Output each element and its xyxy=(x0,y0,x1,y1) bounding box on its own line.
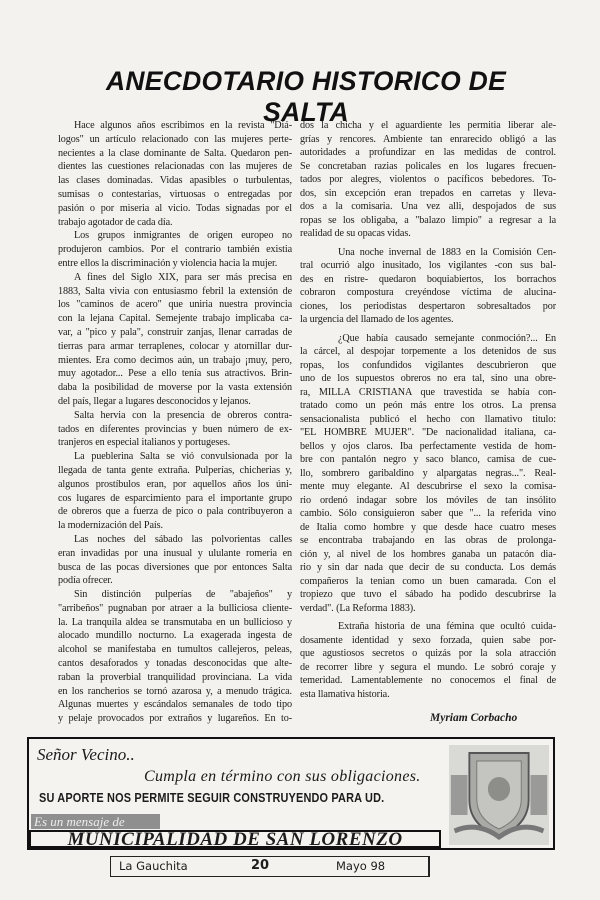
text-line: ra, MILLA CRISTIANA que travestida se había con- xyxy=(300,386,556,398)
text-line: ropas, los confundidos vigilantes descubrieron que xyxy=(300,359,556,371)
text-line: eran invadidas por una inusual y ululante romeria en xyxy=(58,547,292,559)
ad-message-from: Es un mensaje de xyxy=(31,814,160,829)
text-line: alcohol se manifestaba en tumultos callejeros, peleas, xyxy=(58,644,292,656)
text-line: dosamente identidad y sexo forzada, quien sabe por- xyxy=(300,634,556,646)
text-line: dientes las cuestiones relacionadas con las mujeres de xyxy=(58,161,292,173)
text-line: compañeros la tenian como un buen camarada. Con el xyxy=(300,575,556,587)
text-line: la urgencia del llamado de los agentes. xyxy=(300,314,454,325)
page-number: 20 xyxy=(251,858,270,873)
text-line: alocado mundillo nocturno. La exagerada ingesta de xyxy=(58,630,292,642)
text-line: mientes. Era como decimos aún, un trabajo ¡muy, pero, xyxy=(58,354,292,366)
text-line: Hace algunos años escribimos en la revista "Diá- xyxy=(74,120,292,131)
text-line: tranjeros en especial italianos y portugeses. xyxy=(58,437,231,449)
text-line: cobraron compostura creyéndose víctima de alucina- xyxy=(300,287,556,298)
text-line: la. La tranquila aldea se transmutaba en un bullicioso y xyxy=(58,616,292,628)
text-line: llo, sombrero garibaldino y alpargatas negras...". Real- xyxy=(300,467,556,479)
text-line: Salta hervia con la presencia de obreros contra- xyxy=(74,409,292,421)
text-line: sumisas o contestarias, virtuosas o entregadas por xyxy=(58,188,292,200)
text-line: autoridades a profundizar en las medidas de control. xyxy=(300,147,556,158)
text-line: algunos prostíbulos eran, por aquellos años los úni- xyxy=(58,478,292,490)
text-line: verdad". (La Reforma 1883). xyxy=(300,602,416,614)
paragraph xyxy=(58,229,292,270)
paragraph xyxy=(300,246,556,327)
paragraph xyxy=(58,588,292,726)
text-line: ciones, los periodistas despertaron sobresaltados por xyxy=(300,300,556,312)
municipal-ad-banner xyxy=(27,737,555,850)
text-line: con la lejana Capital. Semejente trabajo implicaba ca- xyxy=(58,313,292,325)
text-line: tral ocurrió algo inusitado, los vigilantes -con sus bal- xyxy=(300,260,556,271)
text-line: tratado como un peón más entre los otros. La prensa xyxy=(300,400,556,411)
text-line: esta llamativa historia. xyxy=(300,688,390,700)
text-line: logos" un artículo relacionado con las mujeres perte- xyxy=(58,133,292,145)
text-line: tierras para armar terraplenes, colocar y atornillar dur- xyxy=(58,340,292,352)
text-line: tados por alegres, violentos o pacíficos bebedores. To- xyxy=(300,174,556,185)
text-line: y pelaje provocados por extraños y lugareños. En to- xyxy=(58,713,292,725)
text-line: sensacionalista publicó el hecho con llamativo titulo: xyxy=(300,413,556,425)
page-footer xyxy=(110,856,430,877)
text-line: bellos y ojos claros. Iba perfectamente vestida de hom- xyxy=(300,440,556,452)
article-title: ANECDOTARIO HISTORICO DE SALTA xyxy=(105,66,507,127)
issue-date: Mayo 98 xyxy=(336,859,386,873)
paragraph xyxy=(58,409,292,450)
text-line: los "caminos de acero" que uniria nuestra provincia xyxy=(58,299,292,311)
text-line: pasión o por miseria al vicio. Todas signadas por el xyxy=(58,202,292,214)
text-line: uno de los supuestos obreros no era tal, sino una obre- xyxy=(300,373,556,384)
text-line: ropas se los obligaba, a "balazo limpio" a regresar a la xyxy=(300,214,556,226)
text-line: Extraña historia de una fémina que ocultó cuida- xyxy=(338,621,556,632)
text-line: necientes a la clase dominante de Salta. Quedaron pen- xyxy=(58,147,292,159)
paragraph xyxy=(300,620,556,701)
text-line: tados en diferentes provincias y buen número de ex- xyxy=(58,423,292,435)
text-line: trabajo agotador de cada día. xyxy=(58,216,173,228)
text-line: Las noches del sábado las polvorientas calles xyxy=(74,533,292,545)
text-line: llegada de tanta gente extraña. Pulperías, chicherias y, xyxy=(58,464,292,476)
text-line: en los rancherios se tornó azarosa y, a menudo trágica. xyxy=(58,685,292,697)
publication-name: La Gauchita xyxy=(119,859,188,873)
ad-slogan: SU APORTE NOS PERMITE SEGUIR CONSTRUYENDO PARA UD. xyxy=(39,790,385,805)
text-line: entre ellos la discriminación y violencia hacia la mujer. xyxy=(58,257,278,269)
text-line: Los grupos inmigrantes de origen europeo no xyxy=(74,230,292,242)
municipal-crest-icon xyxy=(449,745,549,845)
article-column-right xyxy=(300,119,556,701)
paragraph xyxy=(58,119,292,229)
text-line: cantos desaforados y tonadas desconocidas que alte- xyxy=(58,658,292,670)
text-line: las clases dominadas. Vidas apasibles o turbulentas, xyxy=(58,175,292,187)
text-line: la modernización del País. xyxy=(58,520,163,532)
text-line: mente muy elegante. Al descubrirse el sexo la comisa- xyxy=(300,481,556,492)
text-line: "arribeños" pugnaban por atraer a la bulliciosa cliente- xyxy=(58,602,292,614)
text-line: raban la proverbial tranquilidad provinciana. La vida xyxy=(58,671,292,683)
text-line: se encontraba trabajando en las obras de prolonga- xyxy=(300,535,556,546)
text-line: ¿Que había causado semejante conmoción?... En xyxy=(338,332,556,344)
paragraph xyxy=(58,533,292,588)
text-line: cambio. Sólo consiguieron saber que "... la referida vino xyxy=(300,508,556,519)
text-line: 1883, Salta vivia con entusiasmo febril la extensión de xyxy=(58,285,292,297)
article-column-left xyxy=(58,119,292,726)
ad-sponsor: MUNICIPALIDAD DE SAN LORENZO xyxy=(29,830,441,848)
text-line: realidad de su opacas vidas. xyxy=(300,228,411,239)
ad-reminder: Cumpla en término con sus obligaciones. xyxy=(144,768,421,785)
text-line: "EL HOMBRE MUJER". "De nacionalidad italiana, ca- xyxy=(300,427,556,438)
text-line: que agustiosos secretos o quizás por la sola atracción xyxy=(300,648,556,659)
text-line: rio y sin dar nada que decir de su conducta. Los demás xyxy=(300,562,556,573)
text-line: des en ristre- quedaron boquiabiertos, los borrachos xyxy=(300,273,556,285)
text-line: de recorrer libre y segura el mundo. Le sobró coraje y xyxy=(300,661,556,673)
text-line: Se concretaban razias policales en los lugares frecuen- xyxy=(300,160,556,172)
text-line: La pueblerina Salta se vió convulsionada por la xyxy=(74,451,292,463)
text-line: var, a "pico y pala", construir zanjas, llenar carradas de xyxy=(58,326,292,338)
text-line: dos la chicha y el aguardiente les permitia liberar ale- xyxy=(300,120,556,131)
text-line: tropiezo que tuvo el sábado ha podido descubrirse la xyxy=(300,589,556,600)
author-signature: Myriam Corbacho xyxy=(430,712,518,724)
text-line: Una noche invernal de 1883 en la Comisión Cen- xyxy=(338,246,556,258)
text-line: muy agotador... Pese a ello tenía sus atractivos. Brin- xyxy=(58,368,292,380)
paragraph xyxy=(58,450,292,533)
text-line: dos, sin excepción eran trepados en carretas y lleva- xyxy=(300,187,556,199)
text-line: la cárcel, al despojar torpemente a los detenidos de sus xyxy=(300,346,556,357)
ad-greeting: Señor Vecino.. xyxy=(37,745,135,764)
text-line: del país, llegar a lugares desconocidos y lejanos. xyxy=(58,395,251,407)
text-line: Sin distinción pulperías de "abajeños" y xyxy=(74,589,292,601)
text-line: produjeron cambios. Por el contrario también existia xyxy=(58,244,292,256)
text-line: dos a la comisaria. Una vez alli, despojados de sus xyxy=(300,201,556,212)
text-line: grías y rencores. Ambiente tan enrarecido obligó a las xyxy=(300,133,556,145)
paragraph xyxy=(300,119,556,241)
paragraph xyxy=(58,271,292,409)
text-line: de obreros que a fuerza de pico o pala contribuyeron a xyxy=(58,506,292,518)
text-line: temeridad. Lamentablemente no conocemos el final de xyxy=(300,675,556,686)
text-line: cos lugares de esparcimiento para el importante grupo xyxy=(58,492,292,504)
text-line: daba la posibilidad de moverse por la vasta extensión xyxy=(58,382,292,394)
text-line: A fines del Siglo XIX, para ser más precisa en xyxy=(74,271,292,283)
text-line: busca de las pocas diversiones que por entonces Salta xyxy=(58,561,292,573)
text-line: rio ordenó indagar sobre los móviles de tan insólito xyxy=(300,494,556,506)
text-line: podía ofrecer. xyxy=(58,575,113,587)
text-line: bre con pantalón negro y saco blanco, camisa de cue- xyxy=(300,454,556,465)
text-line: Algunas muertes y escándalos semanales de todo tipo xyxy=(58,699,292,711)
text-line: de Italia como hombre y que desde hace cuatro meses xyxy=(300,521,556,533)
paragraph xyxy=(300,332,556,616)
text-line: ción y, al nivel de los hombres ganaba un patacón dia- xyxy=(300,548,556,560)
